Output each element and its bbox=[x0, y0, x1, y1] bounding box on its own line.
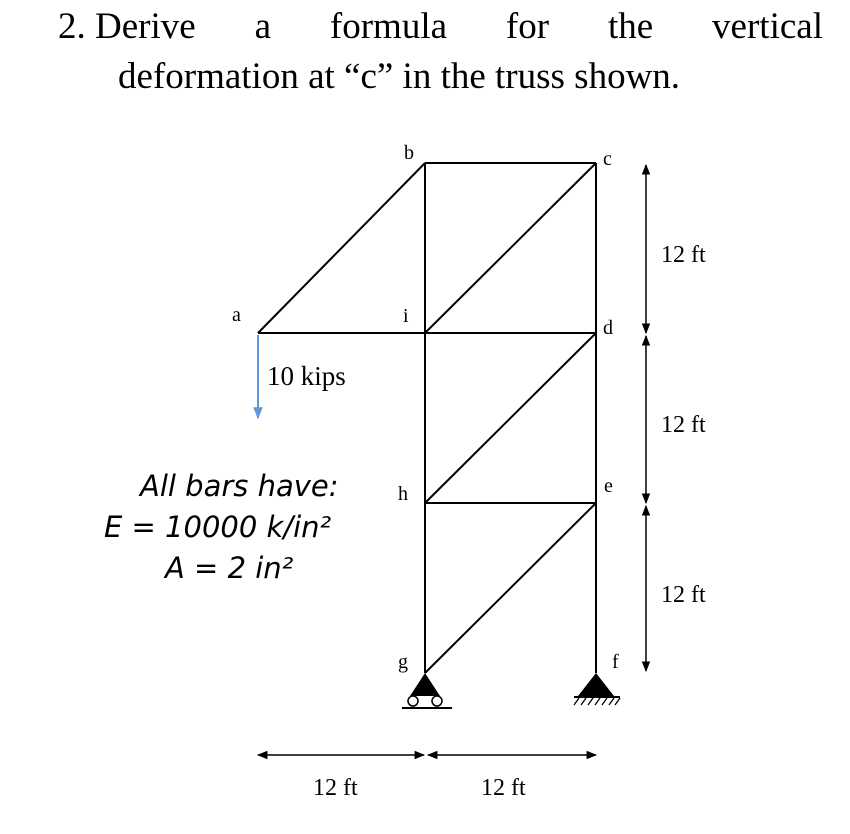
dim-label-middle: 12 ft bbox=[661, 412, 706, 438]
question-word: 2. Derive bbox=[58, 6, 196, 47]
node-label-d: d bbox=[603, 317, 613, 339]
dim-label-right: 12 ft bbox=[481, 775, 526, 801]
member-h-d bbox=[425, 333, 596, 503]
roller-support bbox=[402, 673, 452, 708]
dim-label-bottom: 12 ft bbox=[661, 582, 706, 608]
node-label-b: b bbox=[404, 142, 414, 164]
node-label-e: e bbox=[604, 475, 613, 497]
question-word: a bbox=[254, 6, 271, 47]
member-g-e bbox=[425, 503, 596, 673]
dim-label-top: 12 ft bbox=[661, 242, 706, 268]
node-label-f: f bbox=[612, 651, 619, 673]
load-label: 10 kips bbox=[267, 361, 346, 391]
properties-heading: All bars have: bbox=[140, 469, 339, 503]
member-a-b bbox=[258, 163, 425, 333]
truss-members bbox=[258, 163, 596, 673]
node-label-i: i bbox=[403, 305, 409, 327]
question-word: vertical bbox=[712, 6, 823, 47]
node-label-g: g bbox=[398, 651, 408, 673]
property-A: A = 2 in² bbox=[165, 551, 294, 585]
pin-support bbox=[574, 673, 620, 705]
question-line-2: deformation at “c” in the truss shown. bbox=[118, 56, 681, 97]
question-word: for bbox=[505, 6, 550, 47]
question-word: the bbox=[607, 6, 654, 47]
node-label-h: h bbox=[398, 483, 408, 505]
member-i-c bbox=[425, 163, 596, 333]
dim-label-left: 12 ft bbox=[313, 775, 358, 801]
question-word: formula bbox=[329, 6, 448, 47]
property-E: E = 10000 k/in² bbox=[104, 510, 332, 544]
node-label-c: c bbox=[603, 148, 612, 170]
node-label-a: a bbox=[232, 304, 241, 326]
